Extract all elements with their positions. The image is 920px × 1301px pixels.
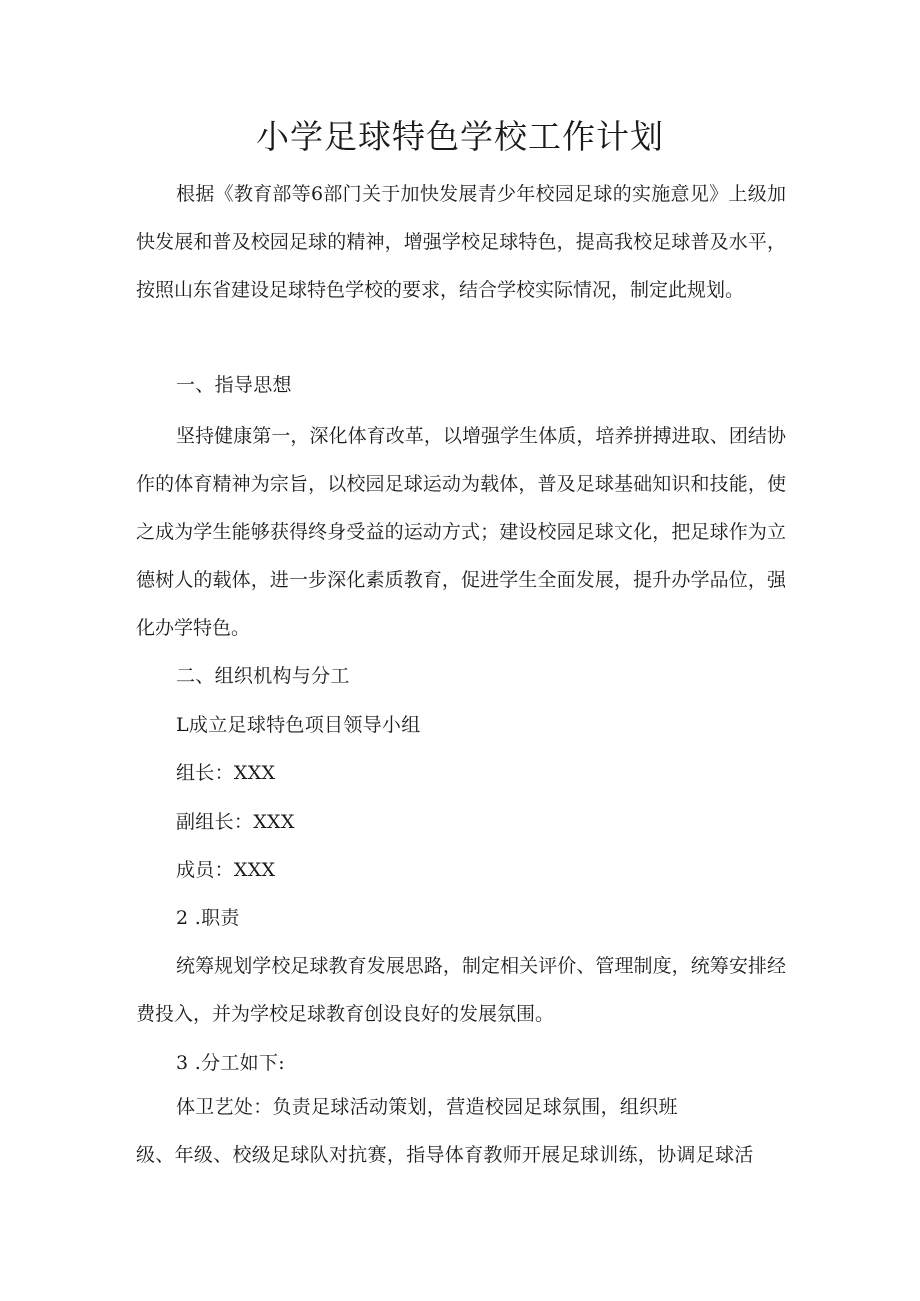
- item2-body: 统筹规划学校足球教育发展思路，制定相关评价、管理制度，统筹安排经费投入，并为学校足球教育创设良好的发展氛围。: [136, 955, 786, 1025]
- item3-line2: 级、年级、校级足球队对抗赛，指导体育教师开展足球训练，协调足球活: [136, 1144, 754, 1166]
- intro-paragraph-block: [136, 170, 786, 314]
- item2-body-block: [136, 942, 786, 1038]
- section1-body-block: [136, 412, 786, 652]
- intro-paragraph: 根据《教育部等6部门关于加快发展青少年校园足球的实施意见》上级加快发展和普及校园足球的精神，增强学校足球特色，提高我校足球普及水平，按照山东省建设足球特色学校的要求，结合学校实际情况，制定此规划。: [136, 183, 786, 301]
- leader-line: 组长：XXX: [176, 762, 276, 784]
- item3-line1: 体卫艺处：负责足球活动策划，营造校园足球氛围，组织班: [176, 1096, 678, 1118]
- members-line: 成员：XXX: [176, 859, 276, 881]
- section2-heading: 二、组织机构与分工: [176, 665, 350, 687]
- section1-body: 坚持健康第一，深化体育改革，以增强学生体质，培养拼搏进取、团结协作的体育精神为宗旨，以校园足球运动为载体，普及足球基础知识和技能，使之成为学生能够获得终身受益的运动方式；建设校园足球文化，把足球作为立德树人的载体，进一步深化素质教育，促进学生全面发展，提升办学品位，强化办学特色。: [136, 425, 786, 639]
- document-title: 小学足球特色学校工作计划: [256, 117, 664, 156]
- section2-item1: L成立足球特色项目领导小组: [176, 714, 421, 736]
- item2-heading: 2 .职责: [176, 907, 240, 929]
- vice-leader-line: 副组长：XXX: [176, 811, 295, 833]
- item3-heading: 3 .分工如下:: [176, 1052, 285, 1074]
- section1-heading: 一、指导思想: [176, 374, 292, 396]
